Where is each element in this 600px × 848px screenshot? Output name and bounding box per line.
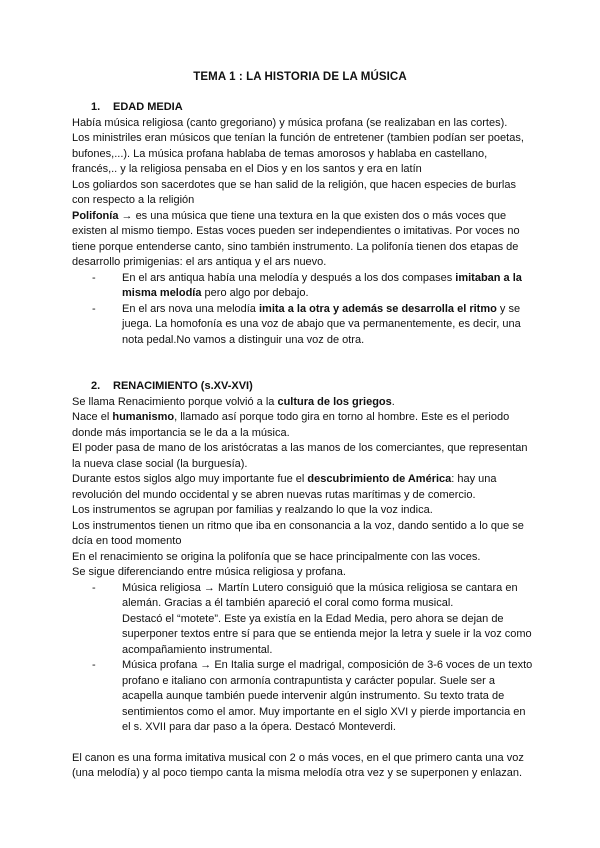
list-item-text: En el ars nova una melodía (122, 302, 259, 315)
section-title: EDAD MEDIA (113, 101, 183, 113)
list-item-text: pero algo por debajo. (201, 287, 309, 299)
dash-list (72, 271, 534, 349)
list-item-text: y se juega. La homofonía es una voz de abajo que va permanentemente, es decir, una nota pedal.No vamos a distinguir una voz de otra. (122, 302, 521, 346)
paragraph: Los goliardos son sacerdotes que se han salid de la religión, que hacen especies de burlas con respecto a la religión (72, 178, 516, 206)
list-item-text: En el ars antiqua había una melodía y después a los dos compases (122, 271, 456, 284)
section-number: 1. (91, 101, 101, 113)
paragraph: Los ministriles eran músicos que tenían la función de entretener (tambien podían ser poetas, bufones,...). La música profana hablaba de temas amorosos y hablaba en castellano, francés,.. y la religiosa pensaba en el Dios y en los santos y era en latín (72, 132, 524, 175)
section-heading-renacimiento (91, 379, 534, 395)
paragraph: Los instrumentos tienen un ritmo que iba en consonancia a la voz, dando sentido a lo que se dcía en tood momento (72, 519, 524, 547)
paragraph: Se sigue diferenciando entre música religiosa y profana. (72, 566, 346, 578)
section-title: RENACIMIENTO (s.XV-XVI) (113, 380, 253, 392)
paragraph-text: Se llama Renacimiento porque volvió a la (72, 395, 278, 408)
paragraph-text: Durante estos siglos algo muy importante fue el (72, 473, 308, 485)
bold-term: imita a la otra y además se desarrolla el ritmo (258, 302, 497, 315)
paragraph: Los instrumentos se agrupan por familias y realzando lo que la voz indica. (72, 504, 433, 516)
paragraph-text: → es una música que tiene una textura en la que existen dos o más voces que existen al mismo tiempo. Estas voces pueden ser independientes o imitativas. Por voces no tiene porque entenderse canto, sino también instrumento. La polifonía tienen dos etapas de desarrollo primigenias: el ars antiqua y el ars nuevo. (72, 209, 520, 268)
bold-term: cultura de los griegos (277, 395, 392, 408)
list-item-text: Destacó el “motete”. Este ya existía en la Edad Media, pero ahora se dejan de superponer textos entre sí para que se entienda mejor la letra y suele ir la voz como acompañamiento instrumental. (122, 612, 532, 656)
paragraph-polifonia (72, 209, 534, 271)
spacer (72, 736, 534, 751)
page-title: TEMA 1 : LA HISTORIA DE LA MÚSICA (193, 71, 407, 83)
paragraph (72, 472, 534, 503)
section-heading-edad-media (91, 100, 534, 116)
paragraph-text: . (391, 395, 395, 408)
bold-term: descubrimiento de América (307, 473, 452, 485)
list-item (92, 302, 534, 349)
bold-term: imitaban a la misma melodía (122, 271, 522, 299)
list-item-text: Música profana → En Italia surge el madrigal, composición de 3-6 voces de un texto profano e italiano con armonía contrapuntista y carácter popular. Suele ser a acapella aunque también puede intervenir algún instrumento. Su texto trata de sentimientos como el amor. Muy importante en el siglo XVI y pierde importancia en el s. XVII para dar paso a la ópera. Destacó Monteverdi. (122, 659, 533, 733)
paragraph (72, 410, 534, 441)
document-body (72, 100, 534, 782)
list-item (92, 271, 534, 302)
dash-list (72, 581, 534, 736)
closing-paragraph: El canon es una forma imitativa musical con 2 o más voces, en el que primero canta una voz (una melodía) y al poco tiempo canta la misma melodía otra vez y se superponen y enlazan. (72, 751, 524, 779)
section-number: 2. (91, 380, 101, 392)
paragraph (72, 395, 534, 411)
paragraph-text: : hay una revolución del mundo occidental y se abren nuevas rutas marítimas y de comercio. (72, 473, 497, 501)
paragraph: Había música religiosa (canto gregoriano) y música profana (se realizaban en las cortes). (72, 116, 508, 129)
paragraph-text: Nace el (72, 411, 113, 423)
spacer (72, 348, 534, 379)
list-item (92, 581, 534, 659)
list-item (92, 658, 534, 736)
bold-term: humanismo (112, 411, 175, 423)
bold-term: Polifonía (72, 209, 119, 222)
paragraph: En el renacimiento se origina la polifonía que se hace principalmente con las voces. (72, 550, 481, 563)
paragraph-text: , llamado así porque todo gira en torno al hombre. Este es el periodo donde más importancia se le da a la música. (72, 411, 510, 439)
paragraph: El poder pasa de mano de los aristócratas a las manos de los comerciantes, que representan la nueva clase social (la burguesía). (72, 442, 528, 470)
list-item-text: - Música religiosa → Martín Lutero consiguió que la música religiosa se cantara en alemán. Gracias a él también apareció el coral como forma musical. (122, 581, 518, 609)
